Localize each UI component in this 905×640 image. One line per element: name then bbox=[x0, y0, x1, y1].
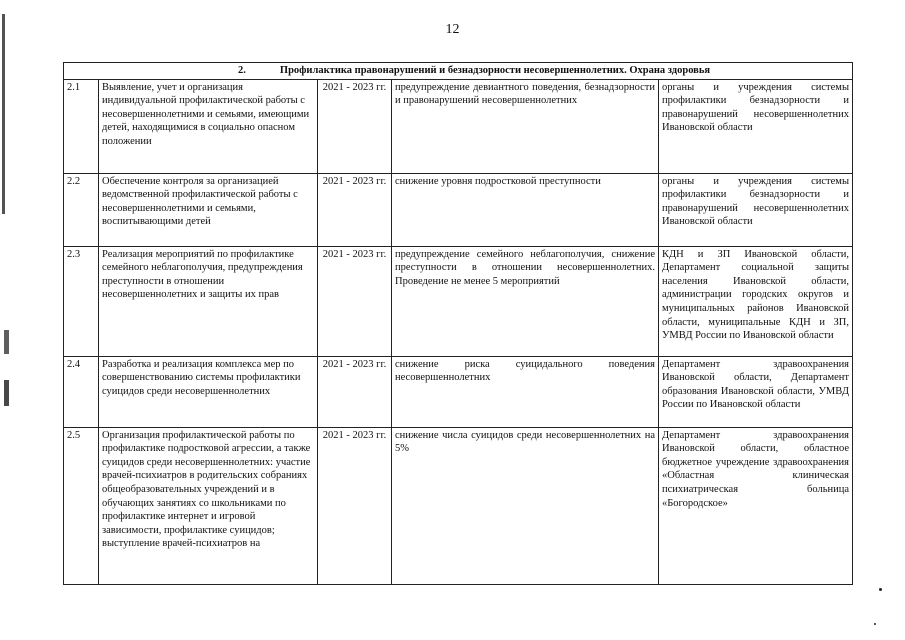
row-number: 2.3 bbox=[64, 246, 99, 356]
section-header bbox=[64, 63, 853, 80]
period-cell: 2021 - 2023 гг. bbox=[318, 246, 392, 356]
table-row bbox=[64, 427, 853, 584]
table-row bbox=[64, 356, 853, 427]
executors-cell: КДН и ЗП Ивановской области, Департамент социальной защиты населения Ивановской области, администрации городских округов и муниципальных районов Ивановской области, муниципальные КДН и ЗП, УМВД России по Ивановской области bbox=[659, 246, 853, 356]
measures-table bbox=[63, 62, 853, 585]
measure-cell: Реализация мероприятий по профилактике семейного неблагополучия, предупреждения преступности в отношении несовершеннолетних и защиты их прав bbox=[99, 246, 318, 356]
measure-cell: Выявление, учет и организация индивидуальной профилактической работы с несовершеннолетними и семьями, имеющими детей, находящимися в социально опасном положении bbox=[99, 79, 318, 173]
measure-cell: Обеспечение контроля за организацией ведомственной профилактической работы с несовершеннолетними и семьями, воспитывающими детей bbox=[99, 173, 318, 246]
measure-cell: Организация профилактической работы по профилактике подростковой агрессии, а также суицидов среди несовершеннолетних: участие врачей-психиатров в родительских собраниях общеобразовательных учреждений и в обучающих занятиях со школьниками по профилактике интернет и игровой зависимости, профилактике суицидов; выступление врачей-психиатров на bbox=[99, 427, 318, 584]
executors-cell: Департамент здравоохранения Ивановской области, Департамент образования Ивановской области, УМВД России по Ивановской области bbox=[659, 356, 853, 427]
row-number: 2.5 bbox=[64, 427, 99, 584]
section-number: 2. bbox=[238, 65, 246, 76]
period-cell: 2021 - 2023 гг. bbox=[318, 173, 392, 246]
measure-cell: Разработка и реализация комплекса мер по совершенствованию системы профилактики суицидов среди несовершеннолетних bbox=[99, 356, 318, 427]
executors-cell: Департамент здравоохранения Ивановской области, областное бюджетное учреждение здравоохранения «Областная клиническая психиатрическая больница «Богородское» bbox=[659, 427, 853, 584]
executors-cell: органы и учреждения системы профилактики безнадзорности и правонарушений несовершеннолетних Ивановской области bbox=[659, 173, 853, 246]
result-cell: предупреждение девиантного поведения, безнадзорности и правонарушений несовершеннолетних bbox=[392, 79, 659, 173]
result-cell: снижение риска суицидального поведения несовершеннолетних bbox=[392, 356, 659, 427]
scan-artifact bbox=[4, 380, 9, 406]
scan-dot bbox=[879, 588, 882, 591]
period-cell: 2021 - 2023 гг. bbox=[318, 79, 392, 173]
result-cell: снижение числа суицидов среди несовершеннолетних на 5% bbox=[392, 427, 659, 584]
executors-cell: органы и учреждения системы профилактики безнадзорности и правонарушений несовершеннолетних Ивановской области bbox=[659, 79, 853, 173]
table-row bbox=[64, 246, 853, 356]
row-number: 2.1 bbox=[64, 79, 99, 173]
row-number: 2.2 bbox=[64, 173, 99, 246]
section-header-row bbox=[64, 63, 853, 80]
period-cell: 2021 - 2023 гг. bbox=[318, 356, 392, 427]
row-number: 2.4 bbox=[64, 356, 99, 427]
section-title: Профилактика правонарушений и безнадзорности несовершеннолетних. Охрана здоровья bbox=[279, 65, 711, 76]
table-row bbox=[64, 173, 853, 246]
page-number: 12 bbox=[445, 22, 460, 37]
result-cell: снижение уровня подростковой преступности bbox=[392, 173, 659, 246]
period-cell: 2021 - 2023 гг. bbox=[318, 427, 392, 584]
scan-artifact bbox=[4, 330, 9, 354]
table-row bbox=[64, 79, 853, 173]
scan-dot bbox=[874, 623, 876, 625]
result-cell: предупреждение семейного неблагополучия, снижение преступности в отношении несовершеннолетних. Проведение не менее 5 мероприятий bbox=[392, 246, 659, 356]
scan-artifact bbox=[2, 14, 5, 214]
